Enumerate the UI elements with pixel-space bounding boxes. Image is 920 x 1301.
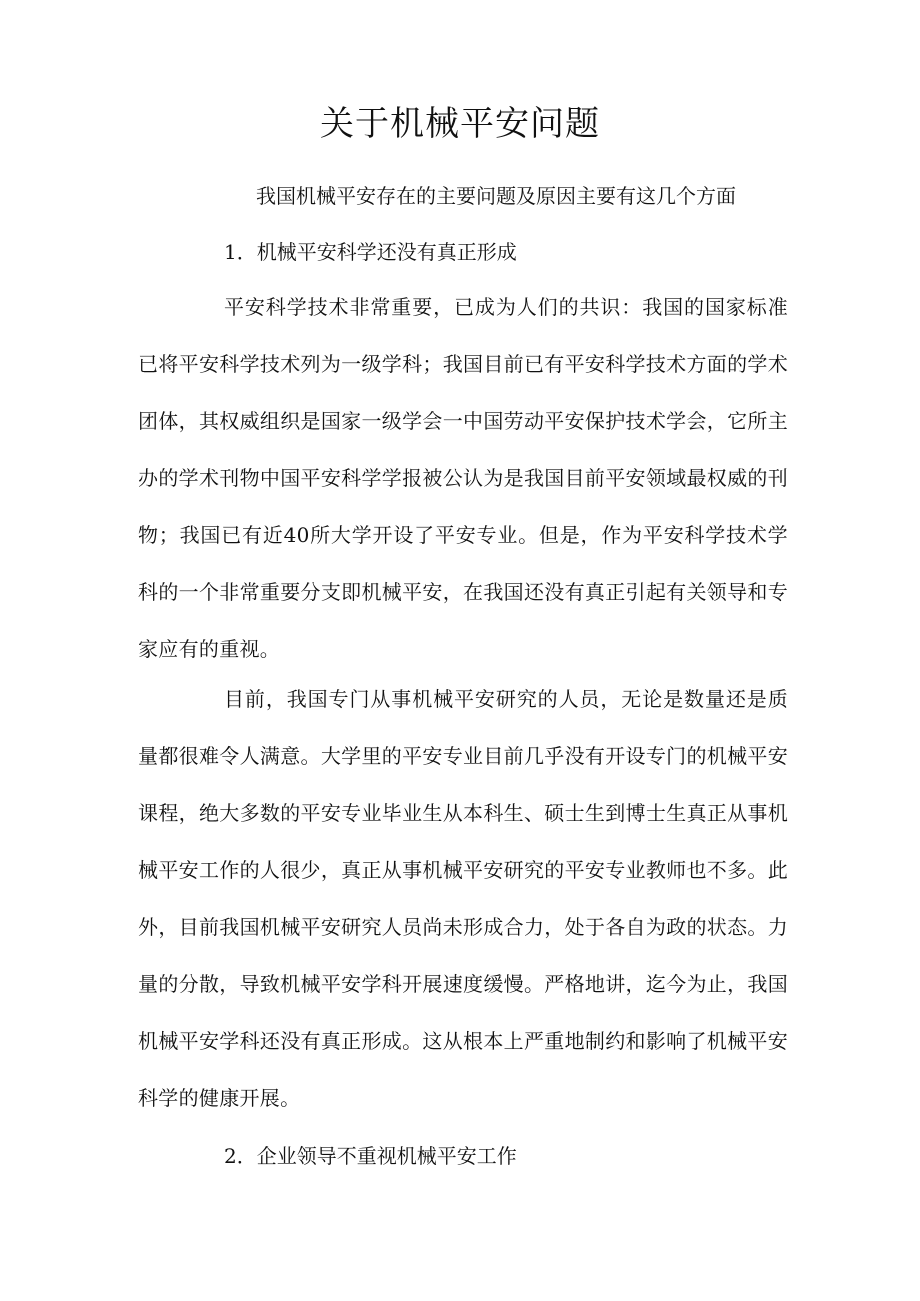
paragraph-1: 平安科学技术非常重要，已成为人们的共识：我国的国家标准已将平安科学技术列为一级学科；我国目前已有平安科学技术方面的学术团体，其权威组织是国家一级学会一中国劳动平安保护技术学会，它所主办的学术刊物中国平安科学学报被公认为是我国目前平安领域最权威的刊物；我国已有近40所大学开设了平安专业。但是，作为平安科学技术学科的一个非常重要分支即机械平安，在我国还没有真正引起有关领导和专家应有的重视。 — [138, 295, 788, 661]
paragraph-2: 目前，我国专门从事机械平安研究的人员，无论是数量还是质量都很难令人满意。大学里的平安专业目前几乎没有开设专门的机械平安课程，绝大多数的平安专业毕业生从本科生、硕士生到博士生真正从事机械平安工作的人很少，真正从事机械平安研究的平安专业教师也不多。此外，目前我国机械平安研究人员尚未形成合力，处于各自为政的状态。力量的分散，导致机械平安学科开展速度缓慢。严格地讲，迄今为止，我国机械平安学科还没有真正形成。这从根本上严重地制约和影响了机械平安科学的健康开展。 — [138, 687, 788, 1110]
section-heading-2: 2．企业领导不重视机械平安工作 — [224, 1144, 517, 1168]
section-heading-1: 1．机械平安科学还没有真正形成 — [224, 240, 517, 264]
document-subtitle: 我国机械平安存在的主要问题及原因主要有这几个方面 — [256, 184, 736, 208]
document-title: 关于机械平安问题 — [320, 104, 600, 144]
